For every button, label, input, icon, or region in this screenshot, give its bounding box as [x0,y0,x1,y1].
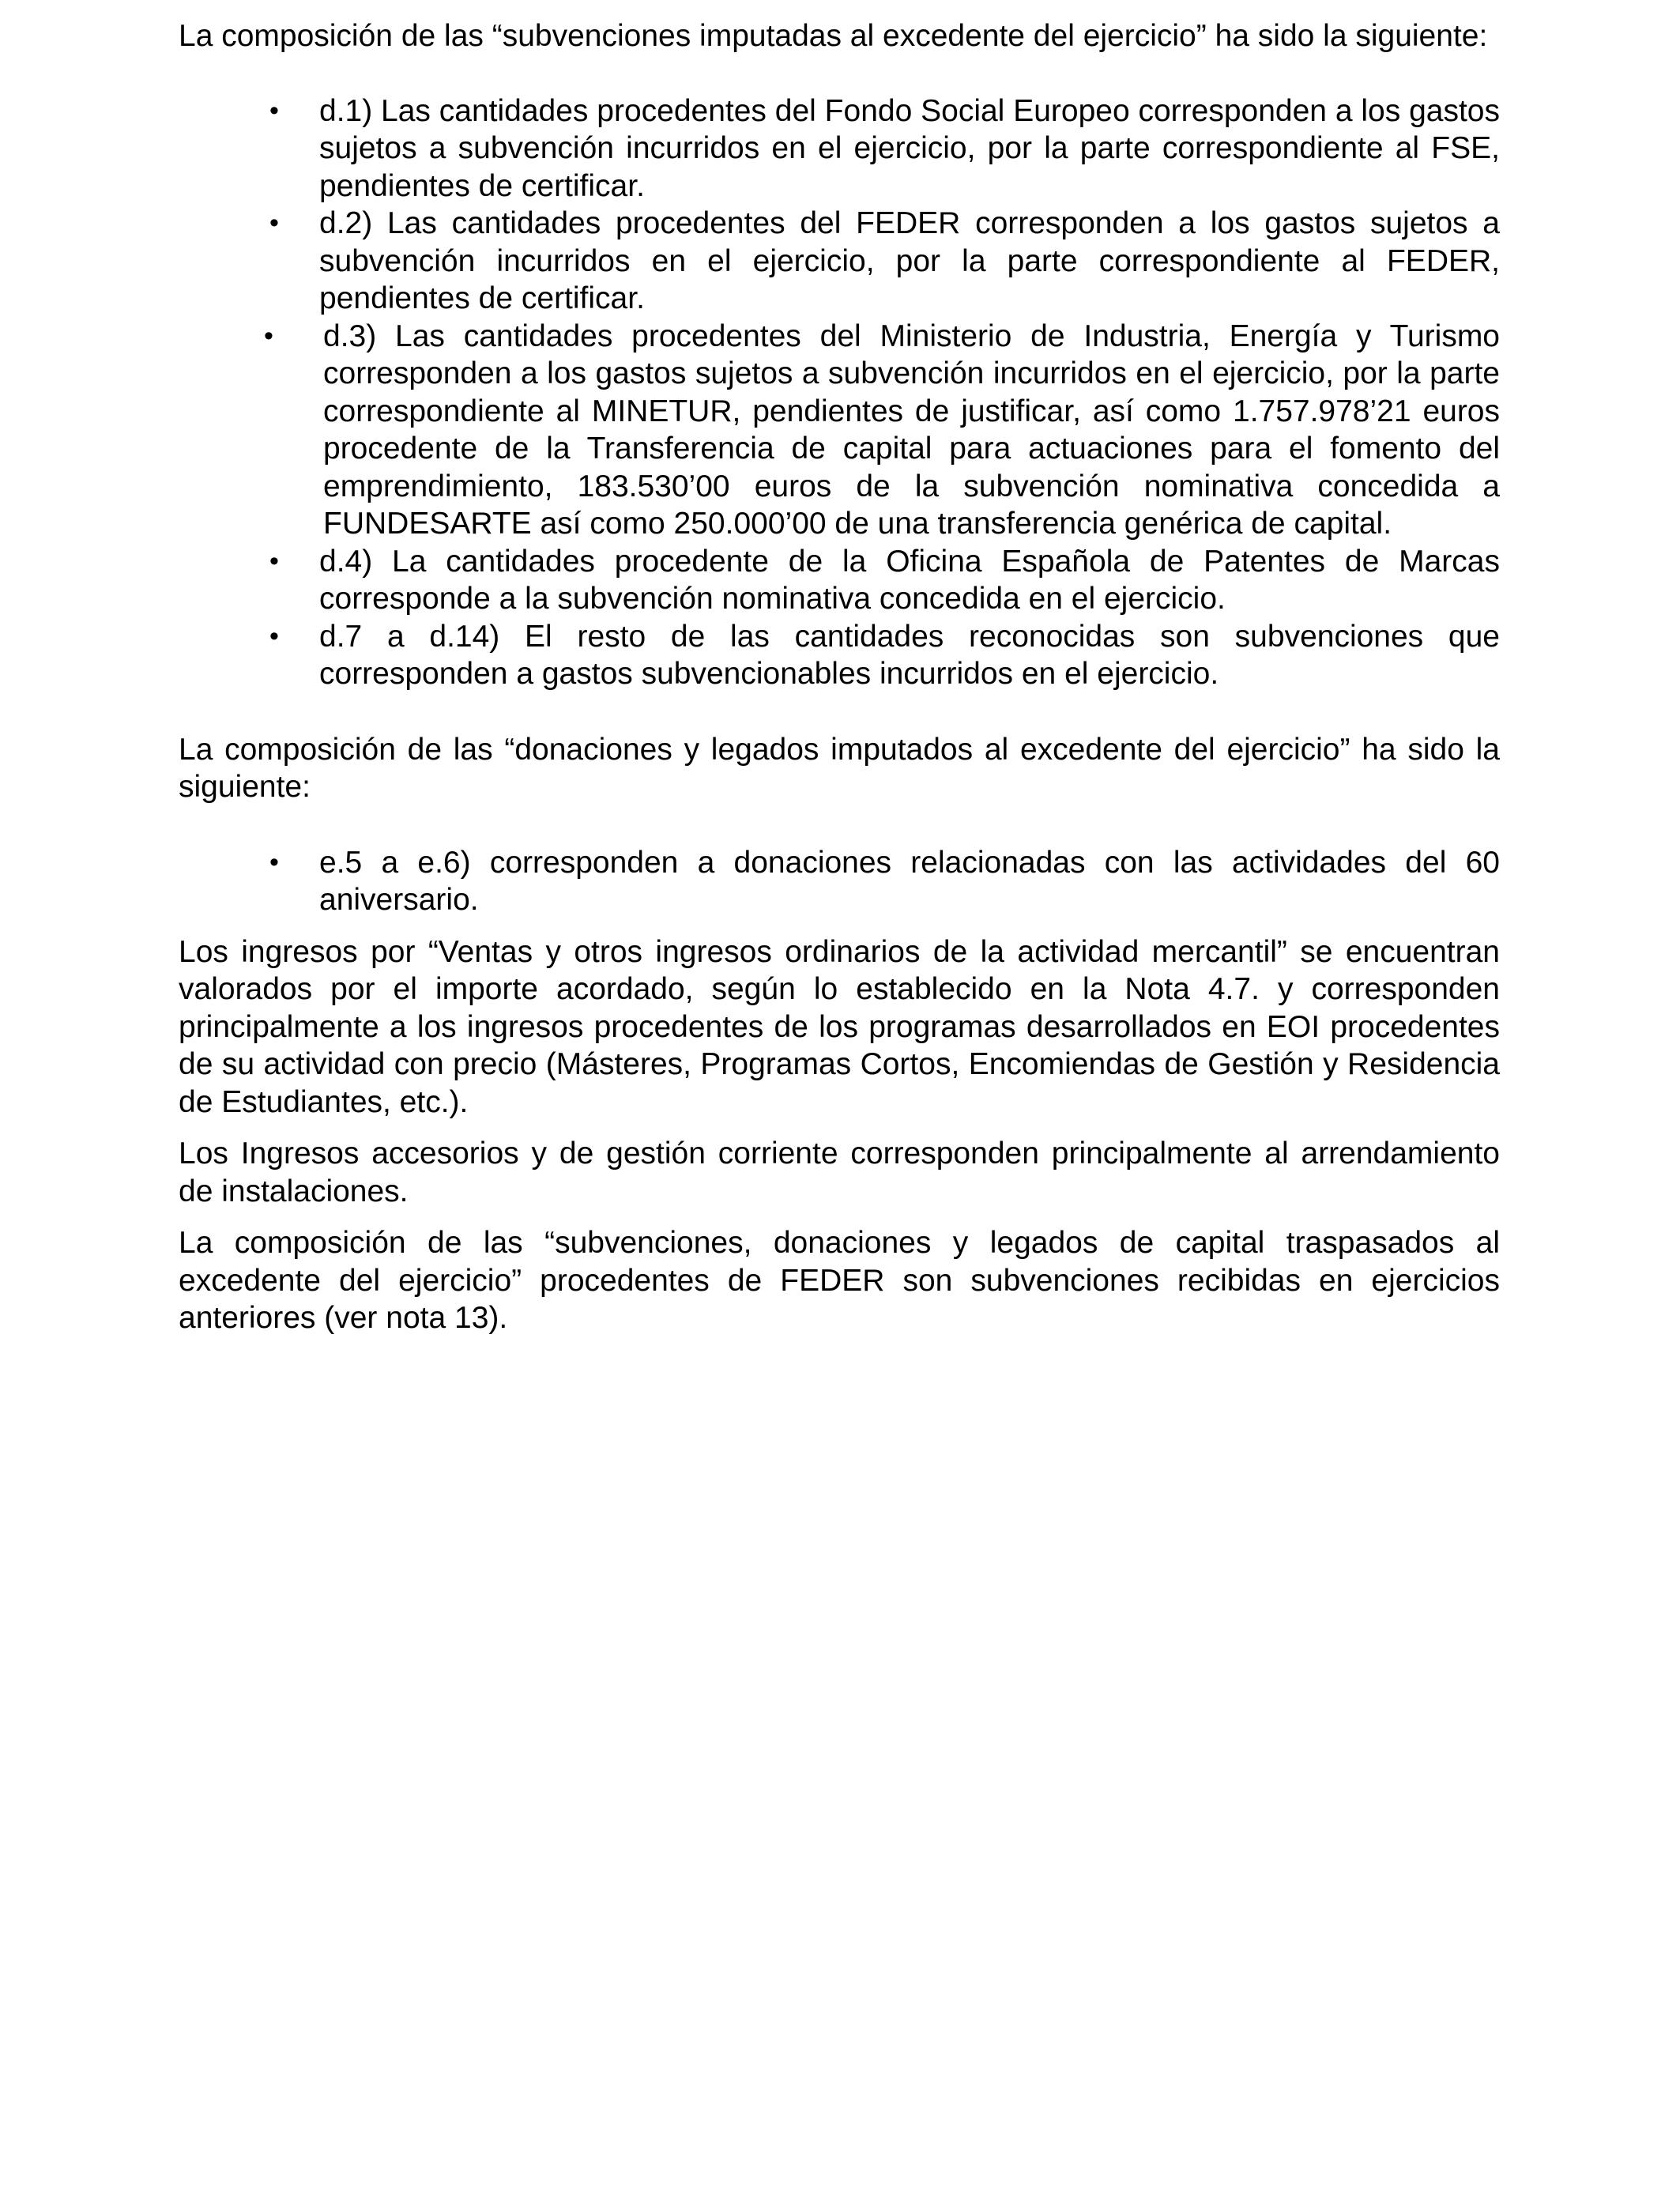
list-item-text: d.2) Las cantidades procedentes del FEDER corresponden a los gastos sujetos a subvención incurridos en el ejercicio, por la parte correspondiente al FEDER, pendientes de certificar. [319,206,1500,315]
subvenciones-list [179,92,1500,693]
bullet-icon: • [269,846,279,877]
bullet-icon: • [269,208,279,238]
list-item-d4 [179,543,1500,618]
paragraph-subvenciones-capital: La composición de las “subvenciones, donaciones y legados de capital traspasados al excedente del ejercicio” procedentes de FEDER son subvenciones recibidas en ejercicios anteriores (ver nota 13). [179,1226,1500,1335]
paragraph-ventas-ingresos: Los ingresos por “Ventas y otros ingresos ordinarios de la actividad mercantil” se encuentran valorados por el importe acordado, según lo establecido en la Nota 4.7. y corresponden principalmente a los ingresos procedentes de los programas desarrollados en EOI procedentes de su actividad con precio (Másteres, Programas Cortos, Encomiendas de Gestión y Residencia de Estudiantes, etc.). [179,934,1500,1119]
list-item-text: d.1) Las cantidades procedentes del Fondo Social Europeo corresponden a los gastos sujetos a subvención incurridos en el ejercicio, por la parte correspondiente al FSE, pendientes de certificar. [319,93,1500,203]
document-page [179,17,1500,1337]
list-item-d1 [179,92,1500,205]
paragraph-ingresos-accesorios: Los Ingresos accesorios y de gestión corriente corresponden principalmente al arrendamiento de instalaciones. [179,1137,1500,1208]
bullet-icon: • [269,95,279,126]
paragraph-subvenciones-intro: La composición de las “subvenciones imputadas al excedente del ejercicio” ha sido la siguiente: [179,19,1488,53]
bullet-icon: • [269,620,279,651]
donaciones-list [179,844,1500,919]
bullet-icon: • [264,320,273,351]
list-item-d3 [179,318,1500,543]
list-item-d7-d14 [179,618,1500,693]
paragraph-donaciones-intro: La composición de las “donaciones y legados imputados al excedente del ejercicio” ha sido la siguiente: [179,732,1500,804]
list-item-text: d.7 a d.14) El resto de las cantidades reconocidas son subvenciones que corresponden a gastos subvencionables incurridos en el ejercicio. [319,619,1500,691]
list-item-d2 [179,205,1500,318]
list-item-text: d.3) Las cantidades procedentes del Ministerio de Industria, Energía y Turismo corresponden a los gastos sujetos a subvención incurridos en el ejercicio, por la parte correspondiente al MINETUR, pendientes de justificar, así como 1.757.978’21 euros procedente de la Transferencia de capital para actuaciones para el fomento del emprendimiento, 183.530’00 euros de la subvención nominativa concedida a FUNDESARTE así como 250.000’00 de una transferencia genérica de capital. [323,319,1500,541]
list-item-text: d.4) La cantidades procedente de la Oficina Española de Patentes de Marcas corresponde a la subvención nominativa concedida en el ejercicio. [319,544,1500,616]
list-item-text: e.5 a e.6) corresponden a donaciones relacionadas con las actividades del 60 aniversario. [319,845,1500,917]
list-item-e5-e6 [179,844,1500,919]
bullet-icon: • [269,545,279,576]
